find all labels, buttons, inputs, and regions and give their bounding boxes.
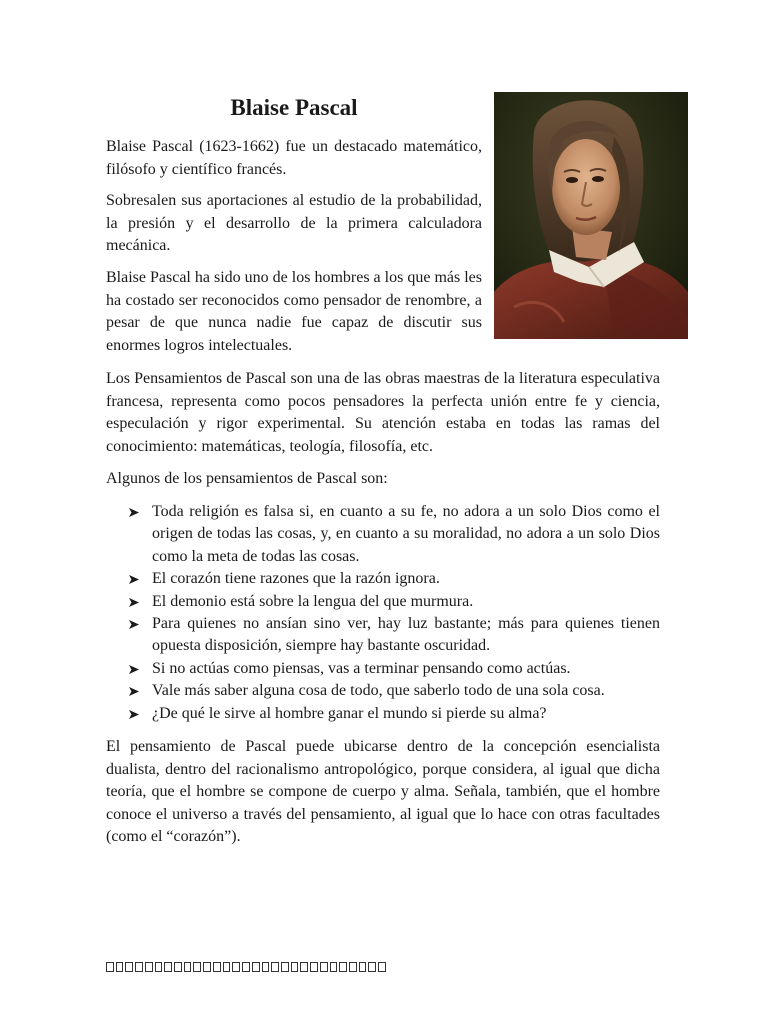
missing-glyph-box: [330, 962, 338, 972]
missing-glyph-box: [310, 962, 318, 972]
list-item: [106, 658, 660, 680]
missing-glyph-box: [252, 962, 260, 972]
arrowhead-bullet-icon: [128, 613, 142, 635]
list-item: [106, 703, 660, 725]
missing-glyph-box: [184, 962, 192, 972]
missing-glyph-box: [359, 962, 367, 972]
missing-glyph-box: [349, 962, 357, 972]
list-item: [106, 591, 660, 613]
missing-glyph-box: [271, 962, 279, 972]
list-item: [106, 568, 660, 590]
missing-glyph-box: [213, 962, 221, 972]
missing-glyph-box: [125, 962, 133, 972]
arrowhead-bullet-icon: [128, 568, 142, 590]
missing-glyph-box: [262, 962, 270, 972]
missing-glyph-box: [339, 962, 347, 972]
arrowhead-bullet-icon: [128, 703, 142, 725]
missing-glyph-box: [320, 962, 328, 972]
missing-glyph-box: [223, 962, 231, 972]
list-item-text: Vale más saber alguna cosa de todo, que saberlo todo de una sola cosa.: [152, 682, 605, 700]
closing-paragraph: El pensamiento de Pascal puede ubicarse dentro de la concepción esencialista dualista, dentro del racionalismo antropológico, porque considera, al igual que dicha teoría, que el hombre se compone de cuerpo y alma. Señala, también, que el hombre conoce el universo a través del pensamiento, al igual que lo hace con otras facultades (como el “corazón”).: [106, 738, 660, 845]
list-item: [106, 613, 660, 658]
missing-glyph-box: [378, 962, 386, 972]
footer-placeholder-glyphs: [106, 960, 386, 974]
missing-glyph-box: [135, 962, 143, 972]
missing-glyph-box: [291, 962, 299, 972]
missing-glyph-box: [145, 962, 153, 972]
arrowhead-bullet-icon: [128, 658, 142, 680]
missing-glyph-box: [164, 962, 172, 972]
list-item: [106, 680, 660, 702]
thoughts-list: [106, 501, 660, 725]
missing-glyph-box: [300, 962, 308, 972]
recognition-paragraph: Blaise Pascal ha sido uno de los hombres a los que más les ha costado ser reconocidos como pensador de renombre, a pesar de que nunca nadie fue capaz de discutir sus enormes logros intelectuales.: [106, 269, 482, 354]
page-title: Blaise Pascal: [230, 95, 358, 120]
missing-glyph-box: [368, 962, 376, 972]
missing-glyph-box: [174, 962, 182, 972]
arrowhead-bullet-icon: [128, 680, 142, 702]
missing-glyph-box: [106, 962, 114, 972]
pensamientos-paragraph: Los Pensamientos de Pascal son una de las obras maestras de la literatura especulativa francesa, representa como pocos pensadores la perfecta unión entre fe y ciencia, especulación y rigor experimental. Su atención estaba en todas las ramas del conocimiento: matemáticas, teología, filosofía, etc.: [106, 370, 660, 455]
missing-glyph-box: [242, 962, 250, 972]
list-item-text: Toda religión es falsa si, en cuanto a su fe, no adora a un solo Dios como el origen de todas las cosas, y, en cuanto a su moralidad, no adora a un solo Dios como la meta de todas las cosas.: [152, 503, 660, 565]
arrowhead-bullet-icon: [128, 501, 142, 523]
arrowhead-bullet-icon: [128, 591, 142, 613]
missing-glyph-box: [281, 962, 289, 972]
list-item-text: El demonio está sobre la lengua del que murmura.: [152, 592, 474, 610]
list-item-text: Para quienes no ansían sino ver, hay luz bastante; más para quienes tienen opuesta disposición, siempre hay bastante oscuridad.: [152, 615, 660, 655]
list-item-text: El corazón tiene razones que la razón ignora.: [152, 570, 440, 588]
contributions-paragraph: Sobresalen sus aportaciones al estudio de la probabilidad, la presión y el desarrollo de la primera calculadora mecánica.: [106, 192, 482, 254]
missing-glyph-box: [193, 962, 201, 972]
missing-glyph-box: [232, 962, 240, 972]
missing-glyph-box: [155, 962, 163, 972]
portrait-image: [494, 92, 688, 339]
list-item-text: Si no actúas como piensas, vas a terminar pensando como actúas.: [152, 659, 571, 677]
list-item: [106, 501, 660, 568]
missing-glyph-box: [116, 962, 124, 972]
intro-paragraph: Blaise Pascal (1623-1662) fue un destacado matemático, filósofo y científico francés.: [106, 138, 482, 178]
missing-glyph-box: [203, 962, 211, 972]
list-item-text: ¿De qué le sirve al hombre ganar el mundo si pierde su alma?: [152, 704, 547, 722]
list-intro: Algunos de los pensamientos de Pascal son:: [106, 470, 388, 487]
